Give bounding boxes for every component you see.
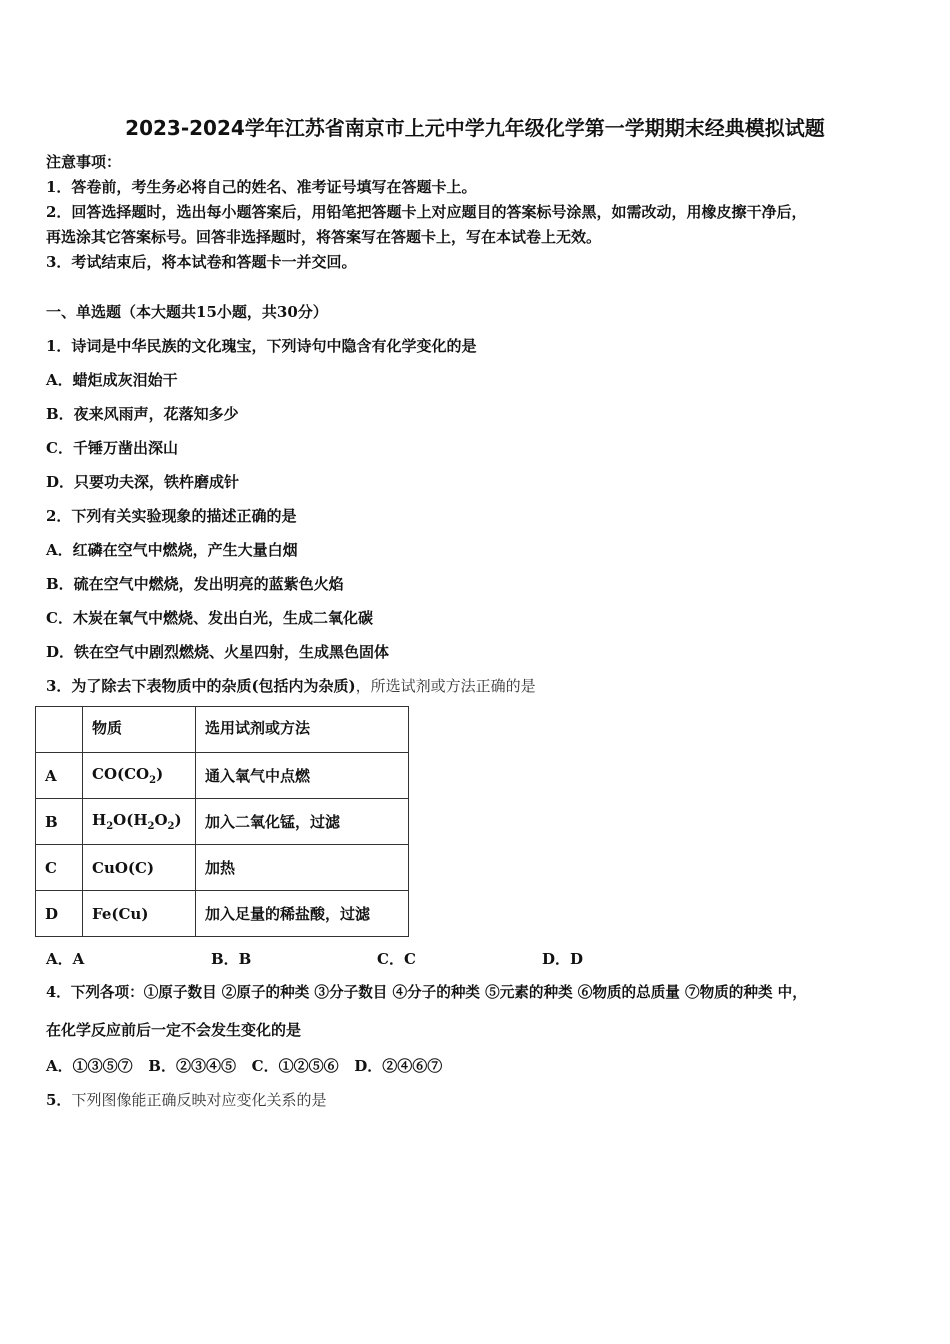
q1-option-c: C．千锤万凿出深山 <box>46 439 178 457</box>
table-row <box>36 799 409 845</box>
q2-option-a: A．红磷在空气中燃烧，产生大量白烟 <box>46 541 298 559</box>
row-method: 加入足量的稀盐酸，过滤 <box>196 891 409 937</box>
section-heading: 一、单选题（本大题共15小题，共30分） <box>46 303 328 321</box>
notice-item-3: 3．考试结束后，将本试卷和答题卡一并交回。 <box>46 253 357 271</box>
row-substance: Fe(Cu) <box>83 891 196 937</box>
formula-part: O <box>154 811 168 829</box>
formula-subscript: 2 <box>106 821 114 832</box>
table-row <box>36 845 409 891</box>
row-label: A <box>36 753 83 799</box>
formula-part: CO(CO <box>92 765 150 783</box>
row-substance <box>83 799 196 845</box>
q3-option-c: C．C <box>377 950 416 968</box>
formula-part: ) <box>174 811 182 829</box>
q4-options: A．①③⑤⑦ B．②③④⑤ C．①②⑤⑥ D．②④⑥⑦ <box>46 1057 443 1075</box>
q3-stem <box>46 676 536 696</box>
q1-stem: 1．诗词是中华民族的文化瑰宝，下列诗句中隐含有化学变化的是 <box>46 337 477 355</box>
notice-item-2b: 再选涂其它答案标号。回答非选择题时，将答案写在答题卡上，写在本试卷上无效。 <box>46 228 602 246</box>
q4-stem-2: 在化学反应前后一定不会发生变化的是 <box>46 1021 302 1039</box>
q5-number: 5． <box>46 1091 72 1109</box>
q3-option-a: A．A <box>46 950 85 968</box>
q3-table <box>35 706 409 937</box>
formula-part: O(H <box>113 811 148 829</box>
row-substance <box>83 753 196 799</box>
row-substance: CuO(C) <box>83 845 196 891</box>
row-method: 加热 <box>196 845 409 891</box>
formula-subscript: 2 <box>149 775 157 786</box>
q1-option-a: A．蜡炬成灰泪始干 <box>46 371 178 389</box>
row-method: 通入氧气中点燃 <box>196 753 409 799</box>
q3-option-b: B．B <box>211 950 252 968</box>
notice-heading: 注意事项： <box>46 153 122 171</box>
row-label: D <box>36 891 83 937</box>
row-method: 加入二氧化锰，过滤 <box>196 799 409 845</box>
formula-part: H <box>92 811 107 829</box>
q2-stem: 2．下列有关实验现象的描述正确的是 <box>46 507 297 525</box>
q3-stem-light: ，所选试剂或方法正确的是 <box>355 677 536 695</box>
q5-text: 下列图像能正确反映对应变化关系的是 <box>71 1091 327 1109</box>
q2-option-b: B．硫在空气中燃烧，发出明亮的蓝紫色火焰 <box>46 575 344 593</box>
q4-stem-1: 4．下列各项：①原子数目 ②原子的种类 ③分子数目 ④分子的种类 ⑤元素的种类 ⑥物质的总质量 ⑦物质的种类 中， <box>46 984 807 1001</box>
table-header-cell: 物质 <box>83 707 196 753</box>
row-label: C <box>36 845 83 891</box>
q2-option-c: C．木炭在氧气中燃烧、发出白光，生成二氧化碳 <box>46 609 373 627</box>
page-title: 2023-2024学年江苏省南京市上元中学九年级化学第一学期期末经典模拟试题 <box>125 116 825 140</box>
q1-option-d: D．只要功夫深，铁杵磨成针 <box>46 473 240 491</box>
table-row <box>36 753 409 799</box>
q5-stem <box>46 1090 326 1110</box>
formula-subscript: 2 <box>147 821 155 832</box>
table-row <box>36 891 409 937</box>
q3-option-d: D．D <box>542 950 584 968</box>
q3-stem-bold: 3．为了除去下表物质中的杂质(包括内为杂质) <box>46 677 356 695</box>
row-label: B <box>36 799 83 845</box>
q1-option-b: B．夜来风雨声，花落知多少 <box>46 405 239 423</box>
formula-subscript: 2 <box>167 821 175 832</box>
q2-option-d: D．铁在空气中剧烈燃烧、火星四射，生成黑色固体 <box>46 643 390 661</box>
table-header-cell <box>36 707 83 753</box>
notice-item-2a: 2．回答选择题时，选出每小题答案后，用铅笔把答题卡上对应题目的答案标号涂黑，如需改动，用橡皮擦干净后， <box>46 203 807 221</box>
notice-item-1: 1．答卷前，考生务必将自己的姓名、准考证号填写在答题卡上。 <box>46 178 477 196</box>
formula-part: ) <box>156 765 164 783</box>
table-header-cell: 选用试剂或方法 <box>196 707 409 753</box>
table-header-row <box>36 707 409 753</box>
